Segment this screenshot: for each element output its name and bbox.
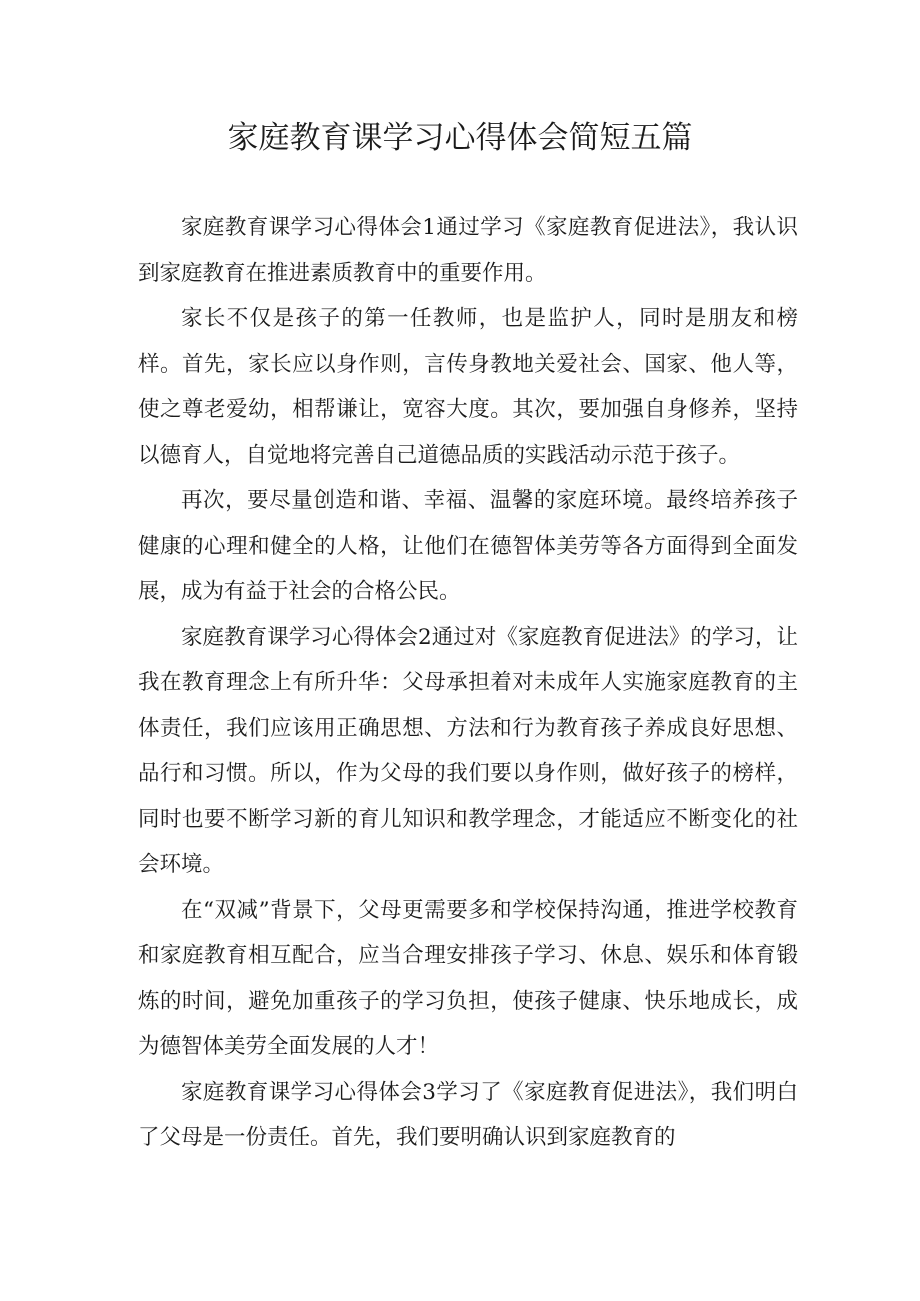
document-body	[138, 205, 798, 1161]
paragraph: 家庭教育课学习心得体会2通过对《家庭教育促进法》的学习，让我在教育理念上有所升华：父母承担着对未成年人实施家庭教育的主体责任，我们应该用正确思想、方法和行为教育孩子养成良好思想、品行和习惯。所以，作为父母的我们要以身作则，做好孩子的榜样，同时也要不断学习新的育儿知识和教学理念，才能适应不断变化的社会环境。	[138, 624, 798, 877]
paragraph: 在“双减”背景下，父母更需要多和学校保持沟通，推进学校教育和家庭教育相互配合，应当合理安排孩子学习、休息、娱乐和体育锻炼的时间，避免加重孩子的学习负担，使孩子健康、快乐地成长，成为德智体美劳全面发展的人才！	[138, 897, 798, 1059]
paragraph: 家庭教育课学习心得体会3学习了《家庭教育促进法》，我们明白了父母是一份责任。首先，我们要明确认识到家庭教育的	[138, 1079, 798, 1150]
document-title: 家庭教育课学习心得体会简短五篇	[227, 120, 693, 156]
paragraph: 家长不仅是孩子的第一任教师，也是监护人，同时是朋友和榜样。首先，家长应以身作则，言传身教地关爱社会、国家、他人等，使之尊老爱幼，相帮谦让，宽容大度。其次，要加强自身修养，坚持以德育人，自觉地将完善自己道德品质的实践活动示范于孩子。	[138, 306, 798, 468]
paragraph: 家庭教育课学习心得体会1通过学习《家庭教育促进法》，我认识到家庭教育在推进素质教育中的重要作用。	[138, 215, 798, 286]
paragraph: 再次，要尽量创造和谐、幸福、温馨的家庭环境。最终培养孩子健康的心理和健全的人格，让他们在德智体美劳等各方面得到全面发展，成为有益于社会的合格公民。	[138, 488, 798, 604]
